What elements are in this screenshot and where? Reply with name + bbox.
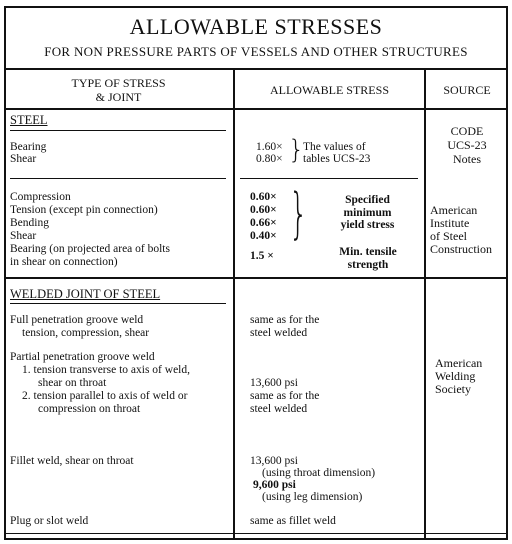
source-aws-american: American bbox=[435, 356, 483, 370]
steel-heading: STEEL bbox=[10, 113, 48, 127]
welded-partial-val-3: steel welded bbox=[250, 403, 308, 415]
welded-partial-val-1: 13,600 psi bbox=[250, 377, 298, 389]
steel-factor-5: 0.66× bbox=[250, 217, 277, 229]
source-of-steel: of Steel bbox=[430, 229, 467, 243]
steel-row-bearing-2: Bearing (on projected area of bolts bbox=[10, 243, 170, 255]
welded-partial-val-2: same as for the bbox=[250, 390, 320, 402]
source-ucs23: UCS-23 bbox=[447, 138, 487, 152]
source-code: CODE bbox=[450, 124, 484, 138]
welded-partial-4: 2. tension parallel to axis of weld or bbox=[22, 390, 188, 402]
source-institute: Institute bbox=[430, 216, 470, 230]
steel-row-bearing-3: in shear on connection) bbox=[10, 256, 118, 268]
steel-row-tension: Tension (except pin connection) bbox=[10, 204, 158, 216]
steel-factor-3: 0.60× bbox=[250, 191, 277, 203]
brace-large-icon: } bbox=[289, 182, 308, 245]
steel-heading-rule bbox=[10, 130, 226, 131]
steel-row-shear: Shear bbox=[10, 153, 37, 165]
source-aws-welding: Welding bbox=[435, 369, 476, 383]
welded-full-2: tension, compression, shear bbox=[22, 327, 150, 339]
welded-partial-2: 1. tension transverse to axis of weld, bbox=[22, 364, 190, 376]
steel-note-tensile bbox=[318, 246, 418, 271]
welded-partial-5: compression on throat bbox=[38, 403, 141, 415]
welded-fillet: Fillet weld, shear on throat bbox=[10, 455, 134, 467]
column-divider-1 bbox=[233, 68, 235, 540]
section-divider bbox=[4, 277, 508, 279]
welded-source bbox=[435, 357, 482, 396]
header-type-of-stress bbox=[4, 76, 233, 104]
steel-divider-col1 bbox=[10, 178, 226, 179]
steel-note-yield bbox=[320, 194, 415, 232]
steel-note-1: The values of bbox=[303, 141, 366, 153]
header-bottom-divider bbox=[4, 108, 508, 110]
steel-factor-4: 0.60× bbox=[250, 204, 277, 216]
steel-row-bending: Bending bbox=[10, 217, 49, 229]
note-yield-stress: yield stress bbox=[340, 219, 395, 231]
brace-icon: } bbox=[288, 135, 305, 165]
header-allowable-stress: ALLOWABLE STRESS bbox=[269, 83, 389, 97]
welded-fillet-val-2: (using throat dimension) bbox=[262, 467, 376, 479]
welded-fillet-val-3: 9,600 psi bbox=[253, 479, 296, 491]
note-min-tensile: Min. tensile bbox=[339, 246, 397, 258]
steel-note-2: tables UCS-23 bbox=[303, 153, 371, 165]
steel-factor-7: 1.5 × bbox=[250, 250, 274, 262]
bottom-rule bbox=[4, 533, 508, 534]
source-construction: Construction bbox=[430, 242, 492, 256]
welded-full-1: Full penetration groove weld bbox=[10, 314, 144, 326]
welded-plug: Plug or slot weld bbox=[10, 515, 89, 527]
welded-heading-rule bbox=[10, 303, 226, 304]
welded-plug-val: same as fillet weld bbox=[250, 515, 336, 527]
steel-factor-1: 1.60× bbox=[256, 141, 283, 153]
welded-partial-1: Partial penetration groove weld bbox=[10, 351, 155, 363]
welded-full-val-2: steel welded bbox=[250, 327, 308, 339]
steel-source-1 bbox=[426, 124, 508, 166]
source-aws-society: Society bbox=[435, 382, 471, 396]
welded-fillet-val-1: 13,600 psi bbox=[250, 455, 298, 467]
header-type-line1: TYPE OF STRESS bbox=[71, 76, 166, 90]
page-subtitle: FOR NON PRESSURE PARTS OF VESSELS AND OTHER STRUCTURES bbox=[44, 44, 468, 59]
note-specified: Specified bbox=[345, 194, 390, 206]
steel-factor-6: 0.40× bbox=[250, 230, 277, 242]
steel-row-compression: Compression bbox=[10, 191, 71, 203]
steel-factor-2: 0.80× bbox=[256, 153, 283, 165]
steel-source-2 bbox=[430, 204, 492, 256]
source-notes: Notes bbox=[453, 152, 481, 166]
steel-row-bearing: Bearing bbox=[10, 141, 47, 153]
welded-partial-3: shear on throat bbox=[38, 377, 107, 389]
welded-heading: WELDED JOINT OF STEEL bbox=[10, 287, 161, 301]
header-source: SOURCE bbox=[443, 83, 491, 97]
header-type-line2: & JOINT bbox=[95, 90, 142, 104]
steel-row-shear-2: Shear bbox=[10, 230, 37, 242]
welded-fillet-val-4: (using leg dimension) bbox=[262, 491, 363, 503]
note-minimum: minimum bbox=[343, 206, 392, 219]
welded-full-val-1: same as for the bbox=[250, 314, 320, 326]
page-title: ALLOWABLE STRESSES bbox=[129, 14, 383, 39]
note-strength: strength bbox=[347, 258, 389, 271]
header-top-divider bbox=[4, 68, 508, 70]
steel-divider-col2 bbox=[240, 178, 418, 179]
source-american: American bbox=[430, 203, 478, 217]
